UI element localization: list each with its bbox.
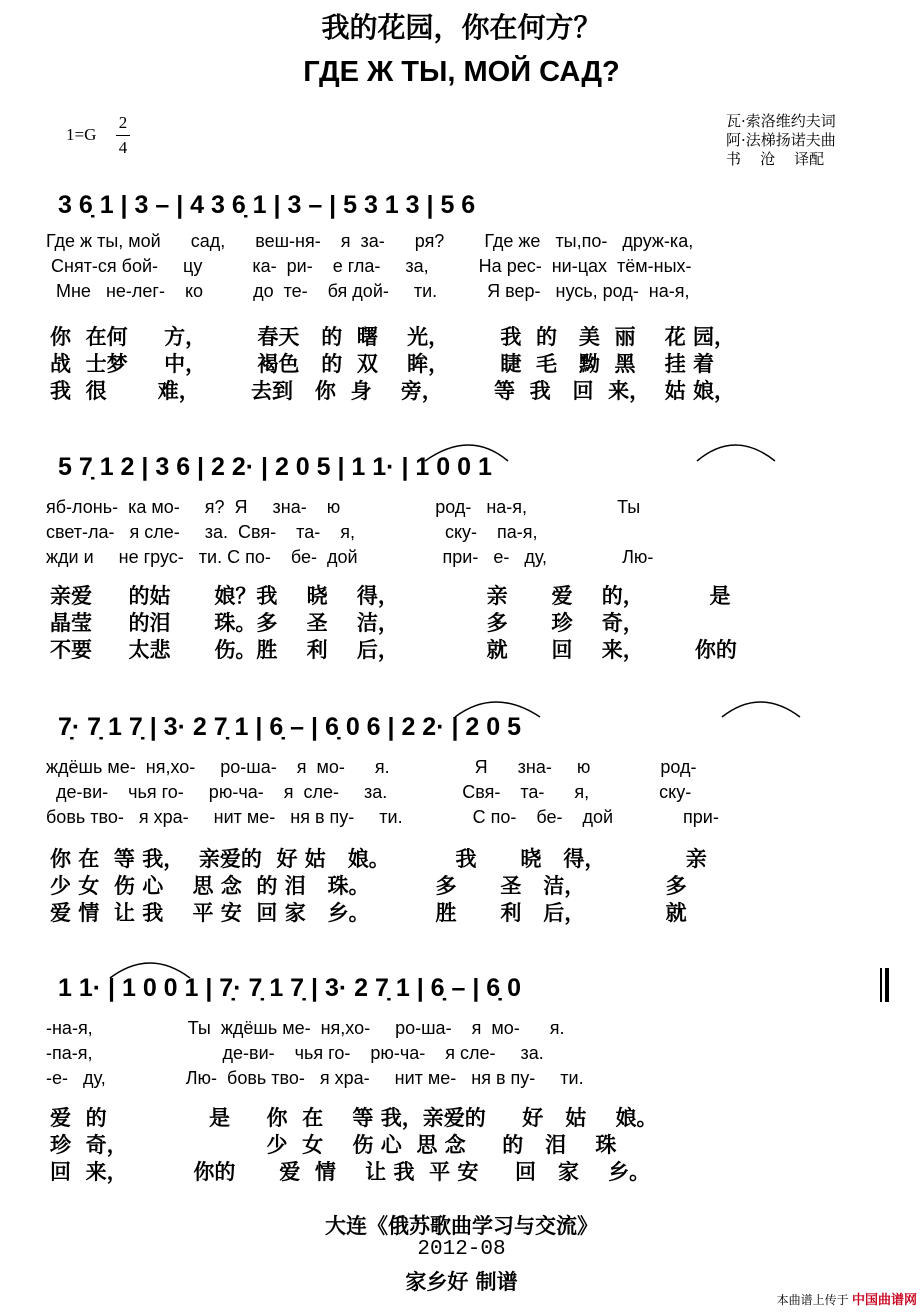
- lyrics-cn-verse-1: 爱 的 是 你 在 等 我，亲爱的 好 姑 娘。: [50, 1105, 658, 1130]
- watermark-prefix: 本曲谱上传于: [776, 1293, 849, 1307]
- lyrics-cn-verse-2: 少 女 伤 心 思 念 的 泪 珠。 多 圣 洁， 多: [50, 873, 687, 898]
- lyrics-cn-verse-3: 不要 太悲 伤。胜 利 后， 就 回 来， 你的: [50, 637, 737, 662]
- credit-translator: 书 沧 译配: [726, 150, 825, 168]
- credits: [726, 112, 836, 169]
- lyrics-cn-verse-1: 亲爱 的姑 娘？我 晓 得， 亲 爱 的， 是: [50, 583, 731, 608]
- footer-source: 大连《俄苏歌曲学习与交流》: [325, 1213, 598, 1238]
- notation-line: 7̣· 7̣ 1 7̣ | 3· 2 7̣ 1 | 6̣ – | 6̣ 0 6 | 2 2· | 2 0 5: [58, 713, 522, 741]
- notation-line: 1 1· | 1 0 0 1 | 7̣· 7̣ 1 7̣ | 3· 2 7̣ 1 | 6̣ – | 6̣ 0: [58, 974, 522, 1002]
- time-signature-bottom: 4: [118, 138, 128, 157]
- key-signature: 1=G: [66, 125, 97, 144]
- lyrics-cn-verse-1: 你 在 等 我， 亲爱的 好 姑 娘。 我 晓 得， 亲: [50, 846, 707, 871]
- tie-arc: [697, 445, 775, 461]
- lyrics-ru-verse-1: ждёшь ме- ня,хо- ро-ша- я мо- я. Я зна- ю род-: [46, 757, 697, 777]
- lyrics-ru-verse-2: Снят-ся бой- цу ка- ри- е гла- за, На рес- ни-цах тём-ных-: [46, 256, 692, 276]
- lyrics-ru-verse-3: жди и не грус- ти. С по- бе- дой при- е- ду, Лю-: [46, 547, 654, 567]
- lyrics-ru-verse-2: свет-ла- я сле- за. Свя- та- я, ску- па-я,: [46, 522, 538, 542]
- lyrics-ru-verse-3: -е- ду, Лю- бовь тво- я хра- нит ме- ня в пу- ти.: [46, 1068, 584, 1088]
- tie-arc: [722, 702, 800, 717]
- lyrics-cn-verse-2: 晶莹 的泪 珠。多 圣 洁， 多 珍 奇，: [50, 610, 644, 635]
- lyrics-cn-verse-3: 我 很 难， 去到 你 身 旁， 等 我 回 来， 姑 娘，: [50, 378, 736, 403]
- time-signature-divider: [116, 135, 130, 136]
- watermark: [777, 1289, 917, 1308]
- final-barline-thick: [885, 968, 889, 1002]
- notation-line: 5 7̣ 1 2 | 3 6 | 2 2· | 2 0 5 | 1 1· | 1 0 0 1: [58, 453, 492, 481]
- final-barline-thin: [880, 968, 882, 1002]
- footer-date: 2012-08: [417, 1238, 506, 1261]
- lyrics-cn-verse-1: 你 在何 方， 春天 的 曙 光， 我 的 美 丽 花 园，: [50, 324, 736, 349]
- title-chinese: 我的花园，你在何方？: [321, 11, 602, 44]
- footer-maker: 家乡好 制谱: [405, 1269, 518, 1294]
- title-russian: ГДЕ Ж ТЫ, МОЙ САД?: [303, 56, 620, 88]
- lyrics-cn-verse-3: 回 来， 你的 爱 情 让 我 平 安 回 家 乡。: [50, 1159, 651, 1184]
- lyrics-ru-verse-2: -па-я, де-ви- чья го- рю-ча- я сле- за.: [46, 1043, 544, 1063]
- notation-line: 3 6̣ 1 | 3 – | 4 3 6̣ 1 | 3 – | 5 3 1 3 | 5 6: [58, 191, 476, 219]
- lyrics-ru-verse-3: Мне не-лег- ко до те- бя дой- ти. Я вер- нусь, род- на-я,: [46, 281, 690, 301]
- lyrics-ru-verse-1: -на-я, Ты ждёшь ме- ня,хо- ро-ша- я мо- я.: [46, 1018, 565, 1038]
- lyrics-ru-verse-1: яб-лонь- ка мо- я? Я зна- ю род- на-я, Ты: [46, 497, 641, 517]
- credit-lyricist: 瓦·索洛维约夫词: [726, 112, 836, 130]
- watermark-brand: 中国曲谱网: [851, 1292, 917, 1307]
- time-signature-top: 2: [118, 113, 128, 132]
- credit-composer: 阿·法梯扬诺夫曲: [726, 131, 836, 149]
- lyrics-cn-verse-3: 爱 情 让 我 平 安 回 家 乡。 胜 利 后， 就: [50, 900, 687, 925]
- lyrics-ru-verse-3: бовь тво- я хра- нит ме- ня в пу- ти. С по- бе- дой при-: [46, 807, 719, 827]
- lyrics-ru-verse-2: де-ви- чья го- рю-ча- я сле- за. Свя- та- я, ску-: [46, 782, 692, 802]
- lyrics-cn-verse-2: 珍 奇， 少 女 伤 心 思 念 的 泪 珠: [50, 1132, 617, 1157]
- lyrics-ru-verse-1: Где ж ты, мой сад, веш-ня- я за- ря? Где же ты,по- друж-ка,: [46, 231, 694, 251]
- time-signature: [116, 113, 130, 158]
- lyrics-cn-verse-2: 战 士梦 中， 褐色 的 双 眸， 睫 毛 黝 黑 挂 着: [50, 351, 715, 376]
